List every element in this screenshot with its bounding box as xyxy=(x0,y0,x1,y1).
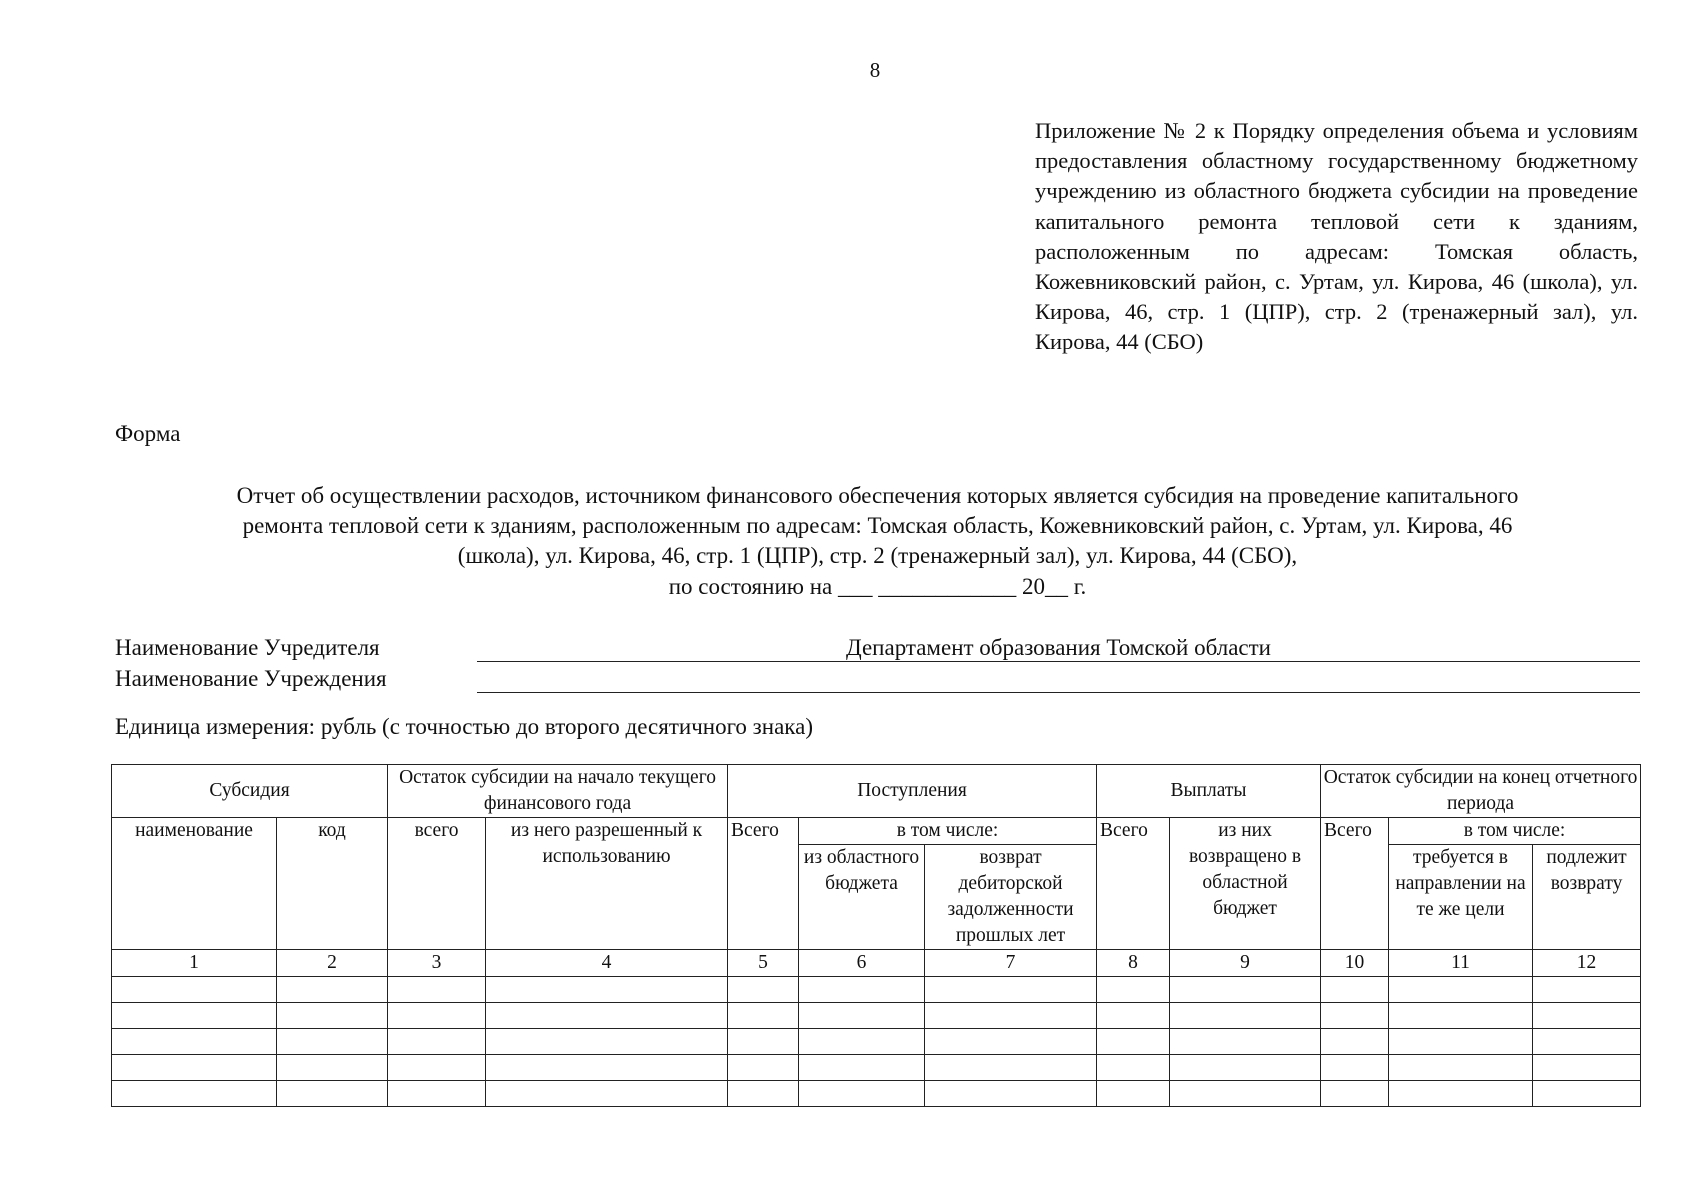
table-cell[interactable] xyxy=(1533,1055,1641,1081)
table-cell[interactable] xyxy=(277,1081,388,1107)
table-cell[interactable] xyxy=(1389,1081,1533,1107)
table-cell[interactable] xyxy=(1389,1055,1533,1081)
column-number: 5 xyxy=(728,950,799,977)
report-title-line: ремонта тепловой сети к зданиям, расположенным по адресам: Томская область, Кожевниковский район, с. Уртам, ул. Кирова, 46 xyxy=(242,513,1513,539)
table-cell[interactable] xyxy=(1097,1055,1170,1081)
column-number: 3 xyxy=(388,950,486,977)
table-cell[interactable] xyxy=(799,977,925,1003)
table-cell[interactable] xyxy=(1170,1081,1321,1107)
table-cell[interactable] xyxy=(1097,977,1170,1003)
table-cell[interactable] xyxy=(1321,977,1389,1003)
table-cell[interactable] xyxy=(112,977,277,1003)
table-cell[interactable] xyxy=(925,977,1097,1003)
table-cell[interactable] xyxy=(112,1003,277,1029)
institution-row xyxy=(115,664,1640,694)
column-number: 4 xyxy=(486,950,728,977)
institution-label: Наименование Учреждения xyxy=(115,666,387,691)
table-cell[interactable] xyxy=(277,1055,388,1081)
header-allowed: из него разрешенный к использованию xyxy=(486,818,728,950)
table-cell[interactable] xyxy=(1097,1081,1170,1107)
column-number: 6 xyxy=(799,950,925,977)
table-cell[interactable] xyxy=(1170,1003,1321,1029)
table-cell[interactable] xyxy=(728,1029,799,1055)
table-cell[interactable] xyxy=(1321,1029,1389,1055)
header-payments-total: Всего xyxy=(1097,818,1170,950)
table-cell[interactable] xyxy=(1321,1055,1389,1081)
column-number: 12 xyxy=(1533,950,1641,977)
column-number: 8 xyxy=(1097,950,1170,977)
header-end-total: Всего xyxy=(1321,818,1389,950)
table-cell[interactable] xyxy=(388,977,486,1003)
table-cell[interactable] xyxy=(728,1003,799,1029)
column-number: 7 xyxy=(925,950,1097,977)
table-cell[interactable] xyxy=(112,1055,277,1081)
table-cell[interactable] xyxy=(1533,1003,1641,1029)
table-cell[interactable] xyxy=(925,1029,1097,1055)
institution-field[interactable] xyxy=(477,664,1640,693)
table-cell[interactable] xyxy=(486,977,728,1003)
header-receipts: Поступления xyxy=(728,765,1097,818)
table-cell[interactable] xyxy=(799,1003,925,1029)
report-title xyxy=(115,481,1640,602)
table-cell[interactable] xyxy=(728,1055,799,1081)
header-name: наименование xyxy=(112,818,277,950)
page-number: 8 xyxy=(869,58,881,82)
table-row xyxy=(112,1003,1641,1029)
table-cell[interactable] xyxy=(1321,1081,1389,1107)
table-cell[interactable] xyxy=(799,1081,925,1107)
table-cell[interactable] xyxy=(388,1003,486,1029)
report-title-line: (школа), ул. Кирова, 46, стр. 1 (ЦПР), стр. 2 (тренажерный зал), ул. Кирова, 44 (СБО), xyxy=(457,543,1298,569)
table-cell[interactable] xyxy=(728,1081,799,1107)
table-cell[interactable] xyxy=(486,1029,728,1055)
table-cell[interactable] xyxy=(1389,977,1533,1003)
table-cell[interactable] xyxy=(1097,1003,1170,1029)
table-cell[interactable] xyxy=(1170,1055,1321,1081)
table-cell[interactable] xyxy=(277,1003,388,1029)
appendix-note: Приложение № 2 к Порядку определения объема и условиям предоставления областному государственному бюджетному учреждению из областного бюджета субсидии на проведение капитального ремонта тепловой сети к зданиям, расположенным по адресам: Томская область, Кожевниковский район, с. Уртам, ул. Кирова, 46 (школа), ул. Кирова, 46, стр. 1 (ЦПР), стр. 2 (тренажерный зал), ул. Кирова, 44 (СБО) xyxy=(1035,118,1638,355)
column-number: 11 xyxy=(1389,950,1533,977)
table-cell[interactable] xyxy=(1533,977,1641,1003)
table-cell[interactable] xyxy=(486,1055,728,1081)
table-cell[interactable] xyxy=(277,1029,388,1055)
table-cell[interactable] xyxy=(799,1055,925,1081)
report-date-line: по состоянию на ___ ____________ 20__ г. xyxy=(668,573,1087,599)
table-cell[interactable] xyxy=(925,1003,1097,1029)
report-title-line: Отчет об осуществлении расходов, источником финансового обеспечения которых является субсидия на проведение капитального xyxy=(236,483,1519,508)
table-cell[interactable] xyxy=(1321,1003,1389,1029)
table-cell[interactable] xyxy=(799,1029,925,1055)
header-subsidy: Субсидия xyxy=(112,765,388,818)
table-cell[interactable] xyxy=(1389,1029,1533,1055)
table-cell[interactable] xyxy=(112,1029,277,1055)
table-cell[interactable] xyxy=(1533,1081,1641,1107)
table-cell[interactable] xyxy=(388,1055,486,1081)
header-same-goals: требуется в направлении на те же цели xyxy=(1389,845,1533,950)
header-end-including: в том числе: xyxy=(1389,818,1641,845)
table-cell[interactable] xyxy=(388,1029,486,1055)
header-receipts-total: Всего xyxy=(728,818,799,950)
unit-line: Единица измерения: рубль (с точностью до второго десятичного знака) xyxy=(115,714,813,739)
table-cell[interactable] xyxy=(925,1081,1097,1107)
table-row xyxy=(112,1081,1641,1107)
header-returned: из них возвращено в областной бюджет xyxy=(1170,818,1321,950)
column-number: 10 xyxy=(1321,950,1389,977)
header-code: код xyxy=(277,818,388,950)
table-cell[interactable] xyxy=(1389,1003,1533,1029)
form-label: Форма xyxy=(115,421,181,446)
table-cell[interactable] xyxy=(1533,1029,1641,1055)
founder-row xyxy=(115,633,1640,663)
table-cell[interactable] xyxy=(1097,1029,1170,1055)
table-body xyxy=(112,977,1641,1107)
column-number-row xyxy=(112,950,1641,977)
header-to-return: подлежит возврату xyxy=(1533,845,1641,950)
column-number: 2 xyxy=(277,950,388,977)
header-balance-end: Остаток субсидии на конец отчетного периода xyxy=(1321,765,1641,818)
table-cell[interactable] xyxy=(388,1081,486,1107)
table-cell[interactable] xyxy=(486,1003,728,1029)
table-cell[interactable] xyxy=(112,1081,277,1107)
report-table xyxy=(111,764,1641,1107)
table-cell[interactable] xyxy=(486,1081,728,1107)
table-cell[interactable] xyxy=(1170,977,1321,1003)
header-balance-start: Остаток субсидии на начало текущего финансового года xyxy=(388,765,728,818)
table-cell[interactable] xyxy=(277,977,388,1003)
column-number: 1 xyxy=(112,950,277,977)
header-debt-return: возврат дебиторской задолженности прошлых лет xyxy=(925,845,1097,950)
table-row xyxy=(112,977,1641,1003)
header-from-regional: из областного бюджета xyxy=(799,845,925,950)
founder-label: Наименование Учредителя xyxy=(115,635,380,660)
header-total: всего xyxy=(388,818,486,950)
table-cell[interactable] xyxy=(1170,1029,1321,1055)
header-receipts-including: в том числе: xyxy=(799,818,1097,845)
table-cell[interactable] xyxy=(728,977,799,1003)
header-payments: Выплаты xyxy=(1097,765,1321,818)
table-row xyxy=(112,1029,1641,1055)
table-cell[interactable] xyxy=(925,1055,1097,1081)
column-number: 9 xyxy=(1170,950,1321,977)
table-row xyxy=(112,1055,1641,1081)
founder-field[interactable]: Департамент образования Томской области xyxy=(477,633,1640,662)
